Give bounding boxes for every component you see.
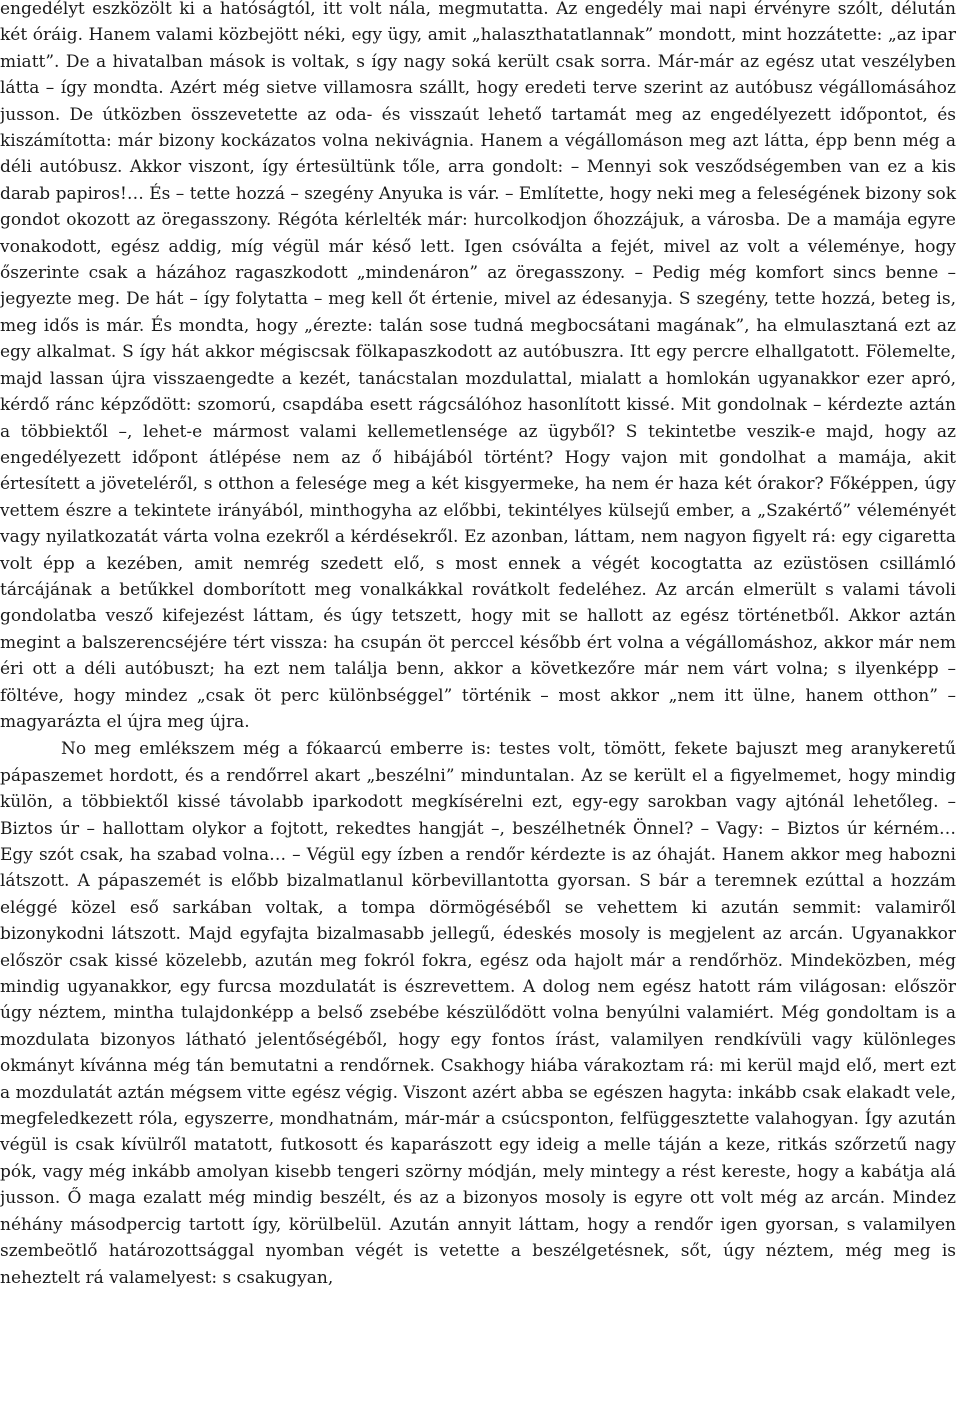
- body-paragraph-1: engedélyt eszközölt ki a hatóságtól, itt volt nála, megmutatta. Az engedély mai napi érvényre szólt, délután két óráig. Hanem valami közbejött néki, egy ügy, amit „halaszthatatlannak” mondott, mint hozzátette: „az ipar miatt”. De a hivatalban mások is voltak, s így nagy soká került csak sorra. Már-már az egész utat veszélyben látta – így mondta. Azért még sietve villamosra szállt, hogy eredeti terve szerint az autóbusz végállomásához jusson. De útközben összevetette az oda- és visszaút lehető tartamát meg az engedélyezett időpontot, és kiszámította: már bizony kockázatos volna nekivágnia. Hanem a végállomáson meg azt látta, épp benn még a déli autóbusz. Akkor viszont, így értesültünk tőle, arra gondolt: – Mennyi sok vesződségemben van ez a kis darab papiros!… És – tette hozzá – szegény Anyuka is vár. – Említette, hogy neki meg a feleségének bizony sok gondot okozott az öregasszony. Régóta kérlelték már: hurcolkodjon őhozzájuk, a városba. De a mamája egyre vonakodott, egész addig, míg végül már késő lett. Igen csóválta a fejét, mivel az volt a véleménye, hogy őszerinte csak a házához ragaszkodott „mindenáron” az öregasszony. – Pedig még komfort sincs benne – jegyezte meg. De hát – így folytatta – meg kell őt értenie, mivel az édesanyja. S szegény, tette hozzá, beteg is, meg idős is már. És mondta, hogy „érezte: talán sose tudná megbocsátani magának”, ha elmulasztaná ezt az egy alkalmat. S így hát akkor mégiscsak fölkapaszkodott az autóbuszra. Itt egy percre elhallgatott. Fölemelte, majd lassan újra visszaengedte a kezét, tanácstalan mozdulattal, mialatt a homlokán ugyanakkor ezer apró, kérdő ránc képződött: szomorú, csapdába esett rágcsálóhoz hasonlított kissé. Mit gondolnak – kérdezte aztán a többiektől –, lehet-e mármost valami kellemetlensége az ügyből? S tekintetbe veszik-e majd, hogy az engedélyezett időpont átlépése nem az ő hibájából történt? Hogy vajon mit gondolhat a mamája, akit értesített a jöveteléről, s otthon a felesége meg a két kisgyermeke, ha nem ér haza két órakor? Főképpen, úgy vettem észre a tekintete irányából, minthogyha az előbbi, tekintélyes külsejű ember, a „Szakértő” véleményét vagy nyilatkozatát várta volna ezekről a kérdésekről. Ez azonban, láttam, nem nagyon figyelt rá: egy cigaretta volt épp a kezében, amit nemrég szedett elő, s most ennek a végét kocogtatta az ezüstösen csillámló tárcájának a betűkkel domborított meg vonalkákkal rovátkolt fedeléhez. Az arcán elmerült s valami távoli gondolatba vesző kifejezést láttam, és úgy tetszett, hogy mit se hallott az egész történetből. Akkor aztán megint a balszerencséjére tért vissza: ha csupán öt perccel később ért volna a végállomáshoz, akkor már nem éri ott a déli autóbuszt; ha ezt nem találja benn, akkor a következőre már nem várt volna; s ilyenképp – föltéve, hogy mindez „csak öt perc különbséggel” történik – most akkor „nem itt ülne, hanem otthon” – magyarázta el újra meg újra.: [0, 0, 956, 732]
- body-paragraph-2: No meg emlékszem még a fókaarcú emberre is: testes volt, tömött, fekete bajuszt meg aranykeretű pápaszemet hordott, és a rendőrrel akart „beszélni” minduntalan. Az se került el a figyelmemet, hogy mindig külön, a többiektől kissé távolabb iparkodott megkísérelni ezt, egy-egy sarokban vagy ajtónál lehetőleg. – Biztos úr – hallottam olykor a fojtott, rekedtes hangját –, beszélhetnék Önnel? – Vagy: – Biztos úr kérném… Egy szót csak, ha szabad volna… – Végül egy ízben a rendőr kérdezte is az óhaját. Hanem akkor meg habozni látszott. A pápaszemét is előbb bizalmatlanul körbevillantotta gyorsan. S bár a teremnek ezúttal a hozzám eléggé közel eső sarkában voltak, a tompa dörmögéséből se vehettem ki azután semmit: valamiről bizonykodni látszott. Majd egyfajta bizalmasabb jellegű, édeskés mosoly is megjelent az arcán. Ugyanakkor először csak kissé közelebb, azután meg fokról fokra, egész oda hajolt már a rendőrhöz. Mindeközben, még mindig ugyanakkor, egy furcsa mozdulatát is észrevettem. A dolog nem egész hatott rám világosan: először úgy néztem, mintha tulajdonképp a belső zsebébe készülődött volna benyúlni valamiért. Még gondoltam is a mozdulata bizonyos látható jelentőségéből, hogy egy fontos írást, valamilyen rendkívüli vagy különleges okmányt kívánna még tán bemutatni a rendőrnek. Csakhogy hiába várakoztam rá: mi kerül majd elő, mert ezt a mozdulatát aztán mégsem vitte egész végig. Viszont azért abba se egészen hagyta: inkább csak elakadt vele, megfeledkezett róla, egyszerre, mondhatnám, már-már a csúcsponton, felfüggesztette valahogyan. Így azután végül is csak kívülről matatott, futkosott és kaparászott egy ideig a melle táján a keze, ritkás szőrzetű nagy pók, vagy még inkább amolyan kisebb tengeri szörny módján, mely mintegy a rést kereste, hogy a kabátja alá jusson. Ő maga ezalatt még mindig beszélt, és az a bizonyos mosoly is egyre ott volt még az arcán. Mindez néhány másodpercig tartott így, körülbelül. Azután annyit láttam, hogy a rendőr igen gyorsan, s valamilyen szembeötlő határozottsággal nyomban végét is vetette a beszélgetésnek, sőt, úgy néztem, még meg is neheztelt rá valamelyest: s csakugyan,: [0, 739, 956, 1288]
